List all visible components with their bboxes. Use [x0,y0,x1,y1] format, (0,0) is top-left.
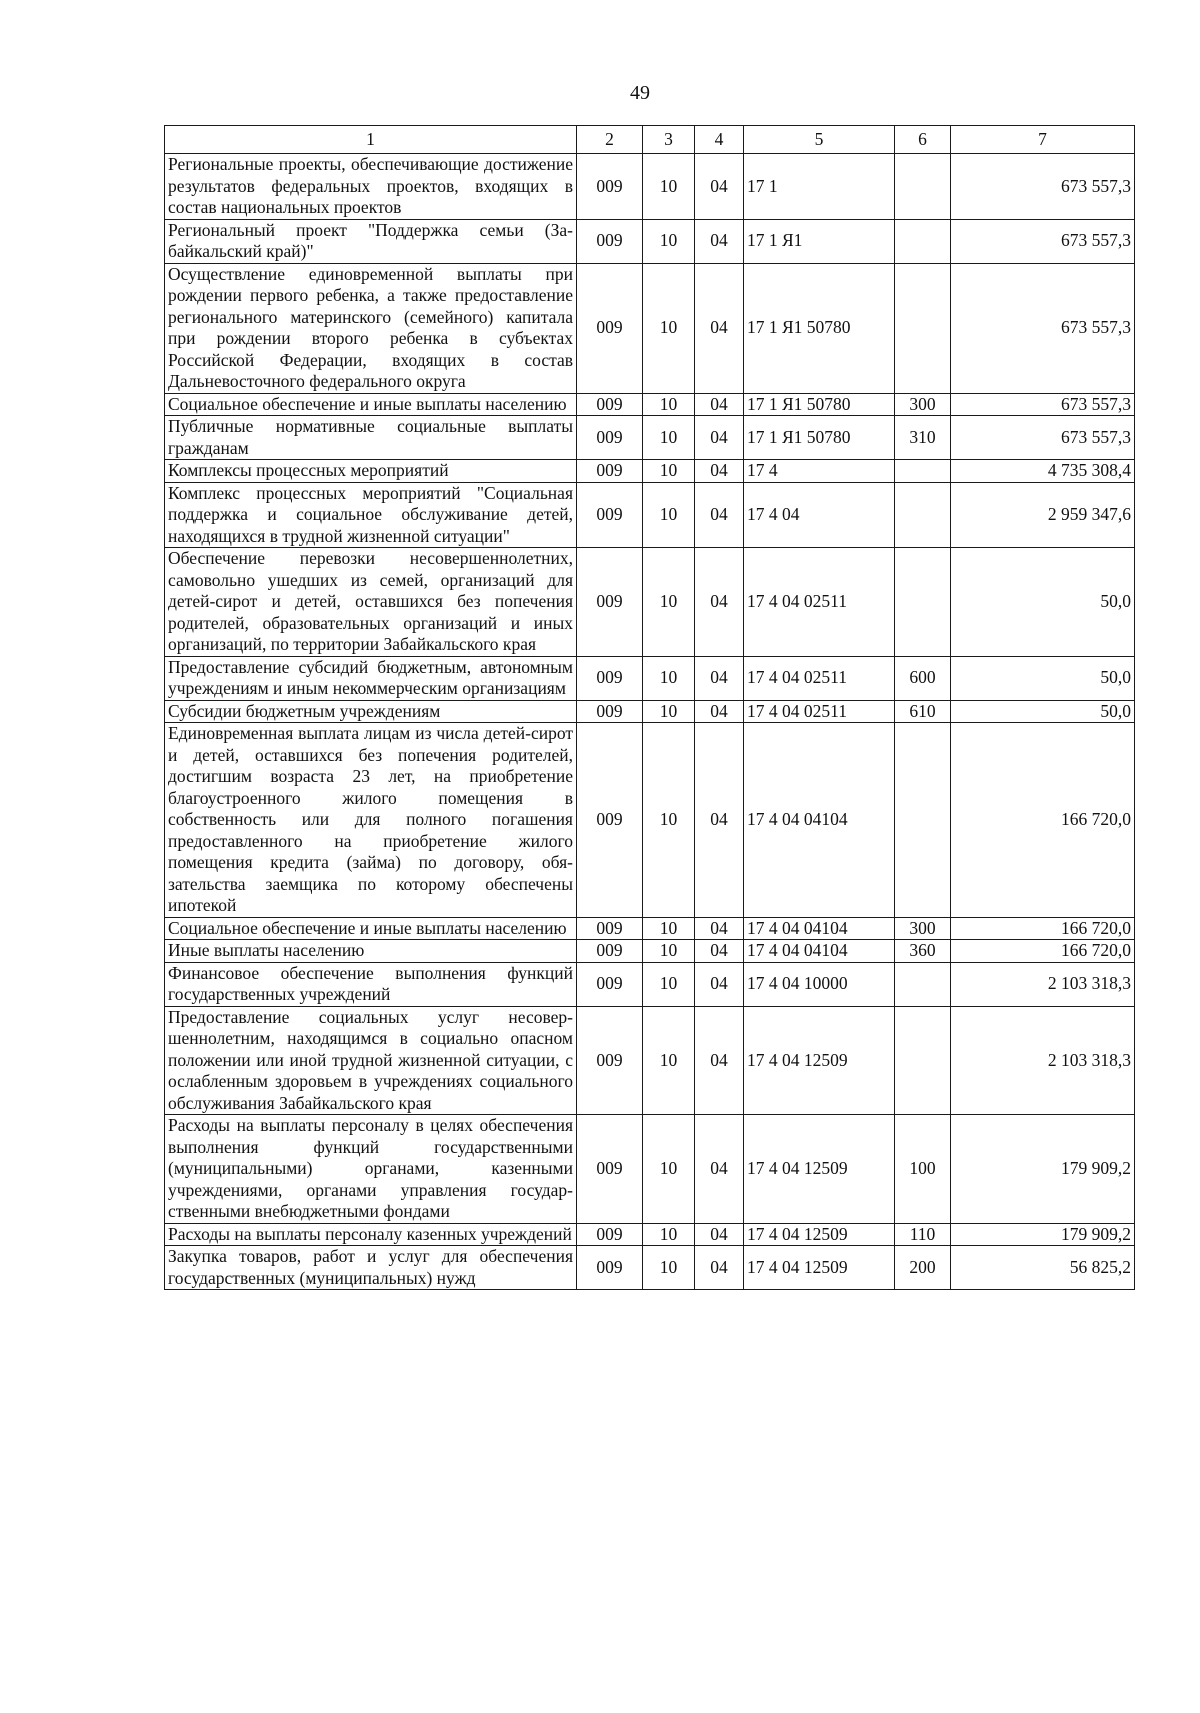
row-vr-cell: 610 [895,700,951,723]
row-name-cell: Финансовое обеспечение выполнения функций государственных учреждений [165,962,577,1006]
row-pr-cell: 04 [695,154,744,220]
row-sum-cell: 673 557,3 [951,416,1135,460]
row-gr-cell: 009 [577,700,643,723]
row-name-cell: Социальное обеспечение и иные выплаты населению [165,917,577,940]
row-sum-cell: 2 103 318,3 [951,962,1135,1006]
row-gr-cell: 009 [577,962,643,1006]
row-gr-cell: 009 [577,656,643,700]
row-name-cell: Осуществление единовременной выплаты при рождении первого ребенка, а также предоставление регионального материнского (семейного) капитала при рождении второго ребенка в субъектах Российской Федерации, входящих в состав Дальневосточного федерального округа [165,263,577,393]
row-sum-cell: 166 720,0 [951,723,1135,918]
row-sum-cell: 2 959 347,6 [951,482,1135,548]
row-name-cell: Субсидии бюджетным учреждениям [165,700,577,723]
row-name-cell: Предоставление социальных услуг несовершеннолетним, находящимся в социально опасном положении или иной трудной жизненной ситуации, с ослабленным здоровьем в учреждениях социального обслуживания Забайкальского края [165,1006,577,1115]
row-vr-cell: 300 [895,917,951,940]
row-gr-cell: 009 [577,393,643,416]
row-gr-cell: 009 [577,154,643,220]
row-pr-cell: 04 [695,416,744,460]
row-vr-cell: 360 [895,940,951,963]
row-rz-cell: 10 [643,962,695,1006]
row-sum-cell: 2 103 318,3 [951,1006,1135,1115]
row-gr-cell: 009 [577,416,643,460]
row-sum-cell: 673 557,3 [951,219,1135,263]
column-header-7: 7 [951,126,1135,154]
row-pr-cell: 04 [695,1006,744,1115]
column-header-1: 1 [165,126,577,154]
row-pr-cell: 04 [695,917,744,940]
row-name-cell: Региональные проекты, обеспечивающие достижение результатов федеральных проектов, входящих в состав национальных проектов [165,154,577,220]
row-name-cell: Социальное обеспечение и иные выплаты населению [165,393,577,416]
row-rz-cell: 10 [643,263,695,393]
row-vr-cell [895,482,951,548]
row-name-cell: Расходы на выплаты персоналу в целях обеспечения выполнения функций государственными (муниципальными) органами, казенными учреждениями, органами управления государственными внебюджетными фондами [165,1115,577,1224]
row-sum-cell: 4 735 308,4 [951,460,1135,483]
row-csr-cell: 17 1 Я1 [744,219,895,263]
row-pr-cell: 04 [695,940,744,963]
table-row [165,548,1135,657]
row-gr-cell: 009 [577,940,643,963]
table-row [165,416,1135,460]
row-pr-cell: 04 [695,393,744,416]
row-pr-cell: 04 [695,460,744,483]
row-sum-cell: 50,0 [951,700,1135,723]
row-name-cell: Публичные нормативные социальные выплаты гражданам [165,416,577,460]
row-vr-cell [895,962,951,1006]
row-vr-cell [895,548,951,657]
row-vr-cell [895,460,951,483]
row-gr-cell: 009 [577,219,643,263]
row-sum-cell: 166 720,0 [951,940,1135,963]
table-row [165,940,1135,963]
row-csr-cell: 17 4 04 02511 [744,548,895,657]
row-sum-cell: 166 720,0 [951,917,1135,940]
row-pr-cell: 04 [695,723,744,918]
table-body [165,154,1135,1290]
row-rz-cell: 10 [643,548,695,657]
row-rz-cell: 10 [643,1006,695,1115]
row-gr-cell: 009 [577,460,643,483]
row-sum-cell: 673 557,3 [951,393,1135,416]
row-name-cell: Региональный проект "Поддержка семьи (Забайкальский край)" [165,219,577,263]
row-rz-cell: 10 [643,723,695,918]
row-csr-cell: 17 4 04 04104 [744,940,895,963]
column-header-3: 3 [643,126,695,154]
row-vr-cell: 300 [895,393,951,416]
row-rz-cell: 10 [643,482,695,548]
row-csr-cell: 17 4 04 12509 [744,1246,895,1290]
table-row [165,482,1135,548]
row-vr-cell: 100 [895,1115,951,1224]
row-csr-cell: 17 4 04 12509 [744,1223,895,1246]
row-pr-cell: 04 [695,1223,744,1246]
row-name-cell: Единовременная выплата лицам из числа детей-сирот и детей, оставшихся без попечения родителей, достигшим возраста 23 лет, на приобретение благоустроенного жилого помещения в собственность или для полного погашения предоставленного на приобретение жилого помещения кредита (займа) по договору, обязательства заемщика по которому обеспечены ипотекой [165,723,577,918]
row-vr-cell: 310 [895,416,951,460]
budget-table [164,125,1135,1290]
column-header-5: 5 [744,126,895,154]
row-name-cell: Закупка товаров, работ и услуг для обеспечения государственных (муниципальных) нужд [165,1246,577,1290]
row-sum-cell: 673 557,3 [951,263,1135,393]
row-csr-cell: 17 4 04 02511 [744,700,895,723]
table-row [165,917,1135,940]
row-csr-cell: 17 4 04 12509 [744,1115,895,1224]
table-row [165,656,1135,700]
row-csr-cell: 17 1 [744,154,895,220]
column-header-6: 6 [895,126,951,154]
table-row [165,393,1135,416]
row-csr-cell: 17 4 04 10000 [744,962,895,1006]
row-csr-cell: 17 4 04 12509 [744,1006,895,1115]
row-sum-cell: 56 825,2 [951,1246,1135,1290]
row-pr-cell: 04 [695,263,744,393]
table-row [165,219,1135,263]
row-name-cell: Предоставление субсидий бюджетным, автономным учреждениям и иным некоммерческим организациям [165,656,577,700]
row-name-cell: Расходы на выплаты персоналу казенных учреждений [165,1223,577,1246]
row-gr-cell: 009 [577,482,643,548]
row-pr-cell: 04 [695,548,744,657]
row-pr-cell: 04 [695,656,744,700]
table-row [165,263,1135,393]
row-pr-cell: 04 [695,219,744,263]
row-vr-cell: 600 [895,656,951,700]
row-gr-cell: 009 [577,548,643,657]
row-sum-cell: 673 557,3 [951,154,1135,220]
row-gr-cell: 009 [577,1223,643,1246]
row-vr-cell [895,154,951,220]
page-number: 49 [630,82,650,104]
row-pr-cell: 04 [695,700,744,723]
row-csr-cell: 17 4 04 04104 [744,723,895,918]
row-sum-cell: 50,0 [951,656,1135,700]
row-vr-cell [895,723,951,918]
row-csr-cell: 17 4 [744,460,895,483]
row-rz-cell: 10 [643,460,695,483]
row-rz-cell: 10 [643,416,695,460]
row-vr-cell [895,219,951,263]
row-rz-cell: 10 [643,656,695,700]
row-rz-cell: 10 [643,219,695,263]
row-rz-cell: 10 [643,1115,695,1224]
table-row [165,723,1135,918]
table-row [165,1223,1135,1246]
row-rz-cell: 10 [643,700,695,723]
row-csr-cell: 17 1 Я1 50780 [744,393,895,416]
header-row [165,126,1135,154]
table-row [165,700,1135,723]
row-csr-cell: 17 4 04 [744,482,895,548]
row-pr-cell: 04 [695,1115,744,1224]
row-name-cell: Иные выплаты населению [165,940,577,963]
row-rz-cell: 10 [643,154,695,220]
table-row [165,1006,1135,1115]
row-sum-cell: 179 909,2 [951,1115,1135,1224]
row-rz-cell: 10 [643,1246,695,1290]
table-row [165,460,1135,483]
row-name-cell: Обеспечение перевозки несовершеннолетних, самовольно ушедших из семей, организаций для детей-сирот и детей, оставшихся без попечения родителей, образовательных организаций и иных организаций, по территории Забайкальского края [165,548,577,657]
row-gr-cell: 009 [577,723,643,918]
row-rz-cell: 10 [643,917,695,940]
row-rz-cell: 10 [643,940,695,963]
row-sum-cell: 50,0 [951,548,1135,657]
table-row [165,962,1135,1006]
row-gr-cell: 009 [577,1115,643,1224]
row-vr-cell [895,263,951,393]
row-pr-cell: 04 [695,1246,744,1290]
row-csr-cell: 17 1 Я1 50780 [744,263,895,393]
row-sum-cell: 179 909,2 [951,1223,1135,1246]
column-header-4: 4 [695,126,744,154]
row-name-cell: Комплексы процессных мероприятий [165,460,577,483]
column-header-2: 2 [577,126,643,154]
table-row [165,1246,1135,1290]
row-vr-cell [895,1006,951,1115]
row-csr-cell: 17 4 04 04104 [744,917,895,940]
row-name-cell: Комплекс процессных мероприятий "Социальная поддержка и социальное обслуживание детей, находящихся в трудной жизненной ситуации" [165,482,577,548]
row-pr-cell: 04 [695,962,744,1006]
row-rz-cell: 10 [643,393,695,416]
row-gr-cell: 009 [577,917,643,940]
row-vr-cell: 110 [895,1223,951,1246]
row-gr-cell: 009 [577,1006,643,1115]
row-csr-cell: 17 1 Я1 50780 [744,416,895,460]
row-gr-cell: 009 [577,263,643,393]
row-csr-cell: 17 4 04 02511 [744,656,895,700]
row-rz-cell: 10 [643,1223,695,1246]
row-vr-cell: 200 [895,1246,951,1290]
row-pr-cell: 04 [695,482,744,548]
row-gr-cell: 009 [577,1246,643,1290]
table-row [165,1115,1135,1224]
table-row [165,154,1135,220]
